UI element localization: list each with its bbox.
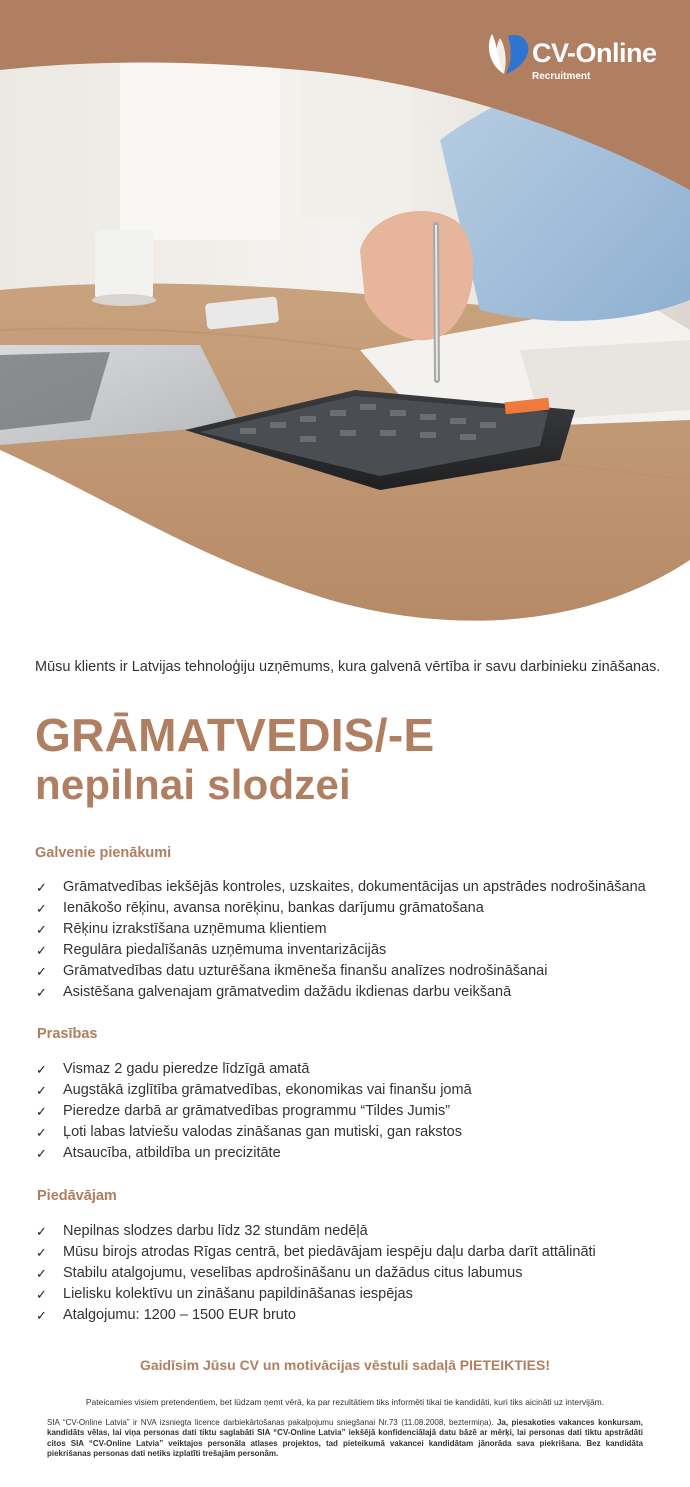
list-item: ✓ Rēķinu izrakstīšana uzņēmuma klientiem	[35, 919, 675, 940]
requirements-heading: Prasības	[37, 1026, 98, 1042]
checkmark-icon: ✓	[36, 1245, 47, 1260]
checkmark-icon: ✓	[36, 1266, 47, 1281]
list-item: ✓ Grāmatvedības datu uzturēšana ikmēneša finanšu analīzes nodrošināšanai	[35, 961, 675, 982]
legal-license: SIA “CV-Online Latvia” ir NVA izsniegta licence darbiekārtošanas pakalpojumu sniegšanai Nr.73 (11.08.2008, beztermiņa).	[47, 1418, 494, 1427]
checkmark-icon: ✓	[36, 1104, 47, 1119]
list-item: ✓ Atalgojumu: 1200 – 1500 EUR bruto	[35, 1305, 675, 1326]
list-item: ✓ Asistēšana galvenajam grāmatvedim dažādu ikdienas darbu veikšanā	[35, 982, 675, 1003]
offer-heading: Piedāvājam	[37, 1188, 117, 1204]
list-item: ✓ Mūsu birojs atrodas Rīgas centrā, bet piedāvājam iespēju daļu darba darīt attālināti	[35, 1242, 675, 1263]
list-item: ✓ Stabilu atalgojumu, veselības apdrošināšanu un dažādus citus labumus	[35, 1263, 675, 1284]
checkmark-icon: ✓	[36, 880, 47, 895]
duties-heading: Galvenie pienākumi	[35, 845, 172, 861]
offer-list	[35, 1221, 675, 1326]
list-item: ✓ Lielisku kolektīvu un zināšanu papildināšanas iespējas	[35, 1284, 675, 1305]
list-item: ✓ Atsaucība, atbildība un precizitāte	[35, 1143, 675, 1164]
list-item: ✓ Grāmatvedības iekšējās kontroles, uzskaites, dokumentācijas un apstrādes nodrošināšana	[35, 877, 675, 898]
job-title	[35, 709, 675, 808]
hero-photo	[0, 0, 690, 640]
duties-list	[35, 877, 675, 1003]
list-item: ✓ Nepilnas slodzes darbu līdz 32 stundām nedēļā	[35, 1221, 675, 1242]
list-item: ✓ Ļoti labas latviešu valodas zināšanas gan mutiski, gan rakstos	[35, 1122, 675, 1143]
legal-consent: Ja, piesakoties vakances konkursam, kandidāts vēlas, lai viņa personas dati tiktu saglabāti SIA “CV-Online Latvia” iekšējā konfidenciālajā datu bāzē ar mērķi, lai personas dati tiktu apstrādāti citos SIA “CV-Online Latvia” veiktajos personāla atlases projektos, tad pieteikumā vakancei kandidātam jānorāda sava piekrišana. Bez kandidāta piekrišanas personas dati netiks izplatīti trešajām personām.	[47, 1418, 643, 1459]
checkmark-icon: ✓	[36, 1308, 47, 1323]
list-item: ✓ Augstākā izglītība grāmatvedības, ekonomikas vai finanšu jomā	[35, 1080, 675, 1101]
candidates-note: Pateicamies visiem pretendentiem, bet lūdzam ņemt vērā, ka par rezultātiem tiks informēti tikai tie kandidāti, kuri tiks aicināti uz intervijām.	[85, 1397, 605, 1407]
intro-text: Mūsu klients ir Latvijas tehnoloģiju uzņēmums, kura galvenā vērtība ir savu darbinieku zināšanas.	[35, 659, 661, 675]
checkmark-icon: ✓	[36, 985, 47, 1000]
checkmark-icon: ✓	[36, 1224, 47, 1239]
checkmark-icon: ✓	[36, 1062, 47, 1077]
checkmark-icon: ✓	[36, 1146, 47, 1161]
checkmark-icon: ✓	[36, 922, 47, 937]
list-item: ✓ Pieredze darbā ar grāmatvedības programmu “Tildes Jumis”	[35, 1101, 675, 1122]
checkmark-icon: ✓	[36, 1125, 47, 1140]
job-title-line-2: nepilnai slodzei	[35, 761, 351, 808]
checkmark-icon: ✓	[36, 964, 47, 979]
hero-section	[0, 0, 690, 640]
cv-online-logo	[486, 28, 666, 88]
job-title-line-1: GRĀMATVEDIS/-E	[35, 709, 435, 761]
logo-subtitle: Recruitment	[532, 71, 591, 82]
checkmark-icon: ✓	[36, 1287, 47, 1302]
requirements-list	[35, 1059, 675, 1164]
list-item: ✓ Vismaz 2 gadu pieredze līdzīgā amatā	[35, 1059, 675, 1080]
list-item: ✓ Regulāra piedalīšanās uzņēmuma inventarizācijās	[35, 940, 675, 961]
checkmark-icon: ✓	[36, 943, 47, 958]
call-to-action: Gaidīsim Jūsu CV un motivācijas vēstuli sadaļā PIETEIKTIES!	[139, 1357, 551, 1373]
checkmark-icon: ✓	[36, 901, 47, 916]
checkmark-icon: ✓	[36, 1083, 47, 1098]
cv-online-logo-icon	[486, 30, 530, 76]
list-item: ✓ Ienākošo rēķinu, avansa norēķinu, bankas darījumu grāmatošana	[35, 898, 675, 919]
legal-notice	[47, 1418, 643, 1460]
logo-name: CV-Online	[532, 38, 657, 68]
